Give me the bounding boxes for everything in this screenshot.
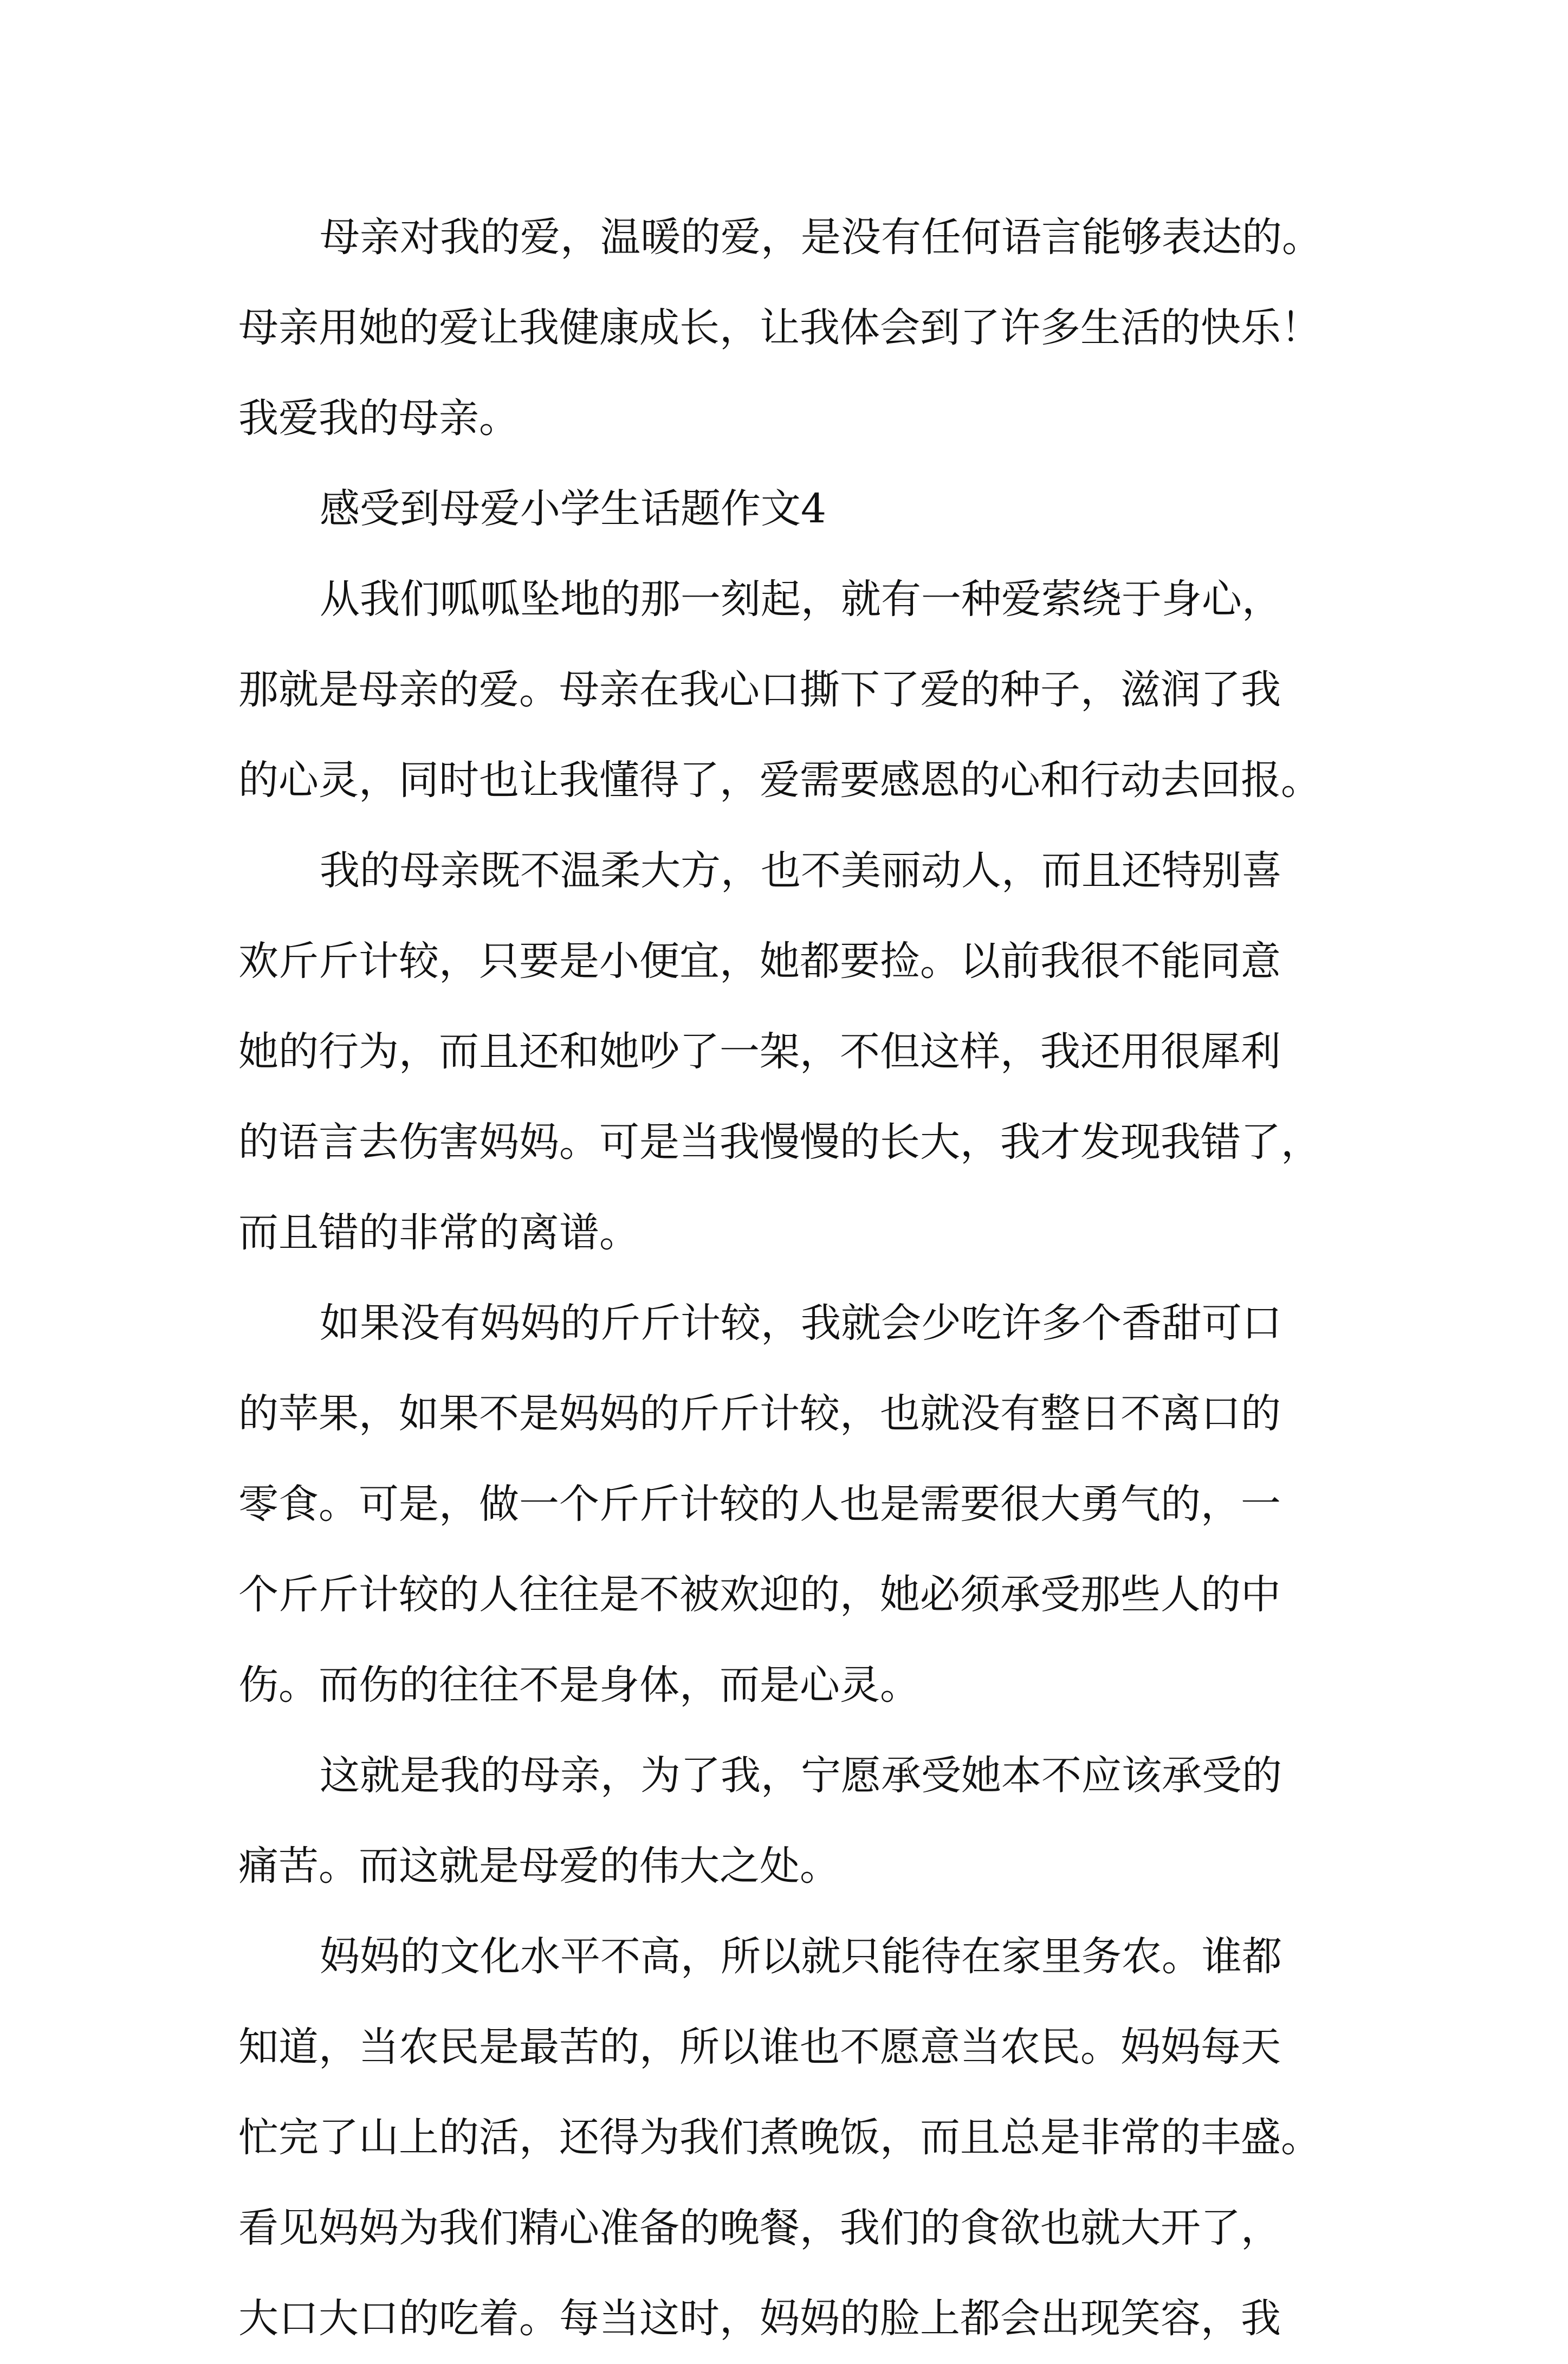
text-line: 看见妈妈为我们精心准备的晚餐，我们的食欲也就大开了， <box>238 2205 1281 2251</box>
text-line: 零食。可是，做一个斤斤计较的人也是需要很大勇气的，一 <box>238 1481 1281 1527</box>
text-line: 她的行为，而且还和她吵了一架，不但这样，我还用很犀利 <box>238 1028 1281 1075</box>
text-line: 母亲用她的爱让我健康成长，让我体会到了许多生活的快乐！ <box>238 305 1321 351</box>
text-line: 妈妈的文化水平不高，所以就只能待在家里务农。谁都 <box>320 1933 1282 1980</box>
text-line: 母亲对我的爱，温暖的爱，是没有任何语言能够表达的。 <box>320 214 1322 261</box>
text-line: 的苹果，如果不是妈妈的斤斤计较，也就没有整日不离口的 <box>238 1390 1281 1437</box>
text-line: 我爱我的母亲。 <box>238 395 519 442</box>
text-line: 从我们呱呱坠地的那一刻起，就有一种爱萦绕于身心， <box>320 576 1282 623</box>
text-line: 而且错的非常的离谱。 <box>238 1209 639 1256</box>
text-line: 大口大口的吃着。每当这时，妈妈的脸上都会出现笑容，我 <box>238 2295 1281 2342</box>
text-line: 伤。而伤的往往不是身体，而是心灵。 <box>238 1662 920 1708</box>
text-line: 忙完了山上的活，还得为我们煮晚饭，而且总是非常的丰盛。 <box>238 2114 1321 2161</box>
text-line: 的语言去伤害妈妈。可是当我慢慢的长大，我才发现我错了， <box>238 1119 1321 1165</box>
text-line: 的心灵，同时也让我懂得了，爱需要感恩的心和行动去回报。 <box>238 757 1321 804</box>
text-line: 个斤斤计较的人往往是不被欢迎的，她必须承受那些人的中 <box>238 1571 1281 1618</box>
text-line: 那就是母亲的爱。母亲在我心口撕下了爱的种子，滋润了我 <box>238 666 1281 713</box>
text-line: 痛苦。而这就是母爱的伟大之处。 <box>238 1843 840 1889</box>
text-line: 这就是我的母亲，为了我，宁愿承受她本不应该承受的 <box>320 1752 1282 1799</box>
text-line: 知道，当农民是最苦的，所以谁也不愿意当农民。妈妈每天 <box>238 2024 1281 2070</box>
essay-body <box>238 192 1338 2364</box>
text-line: 欢斤斤计较，只要是小便宜，她都要捡。以前我很不能同意 <box>238 938 1281 985</box>
text-line: 如果没有妈妈的斤斤计较，我就会少吃许多个香甜可口 <box>320 1300 1282 1346</box>
essay-heading: 感受到母爱小学生话题作文4 <box>320 485 827 532</box>
text-line: 我的母亲既不温柔大方，也不美丽动人，而且还特别喜 <box>320 847 1282 894</box>
